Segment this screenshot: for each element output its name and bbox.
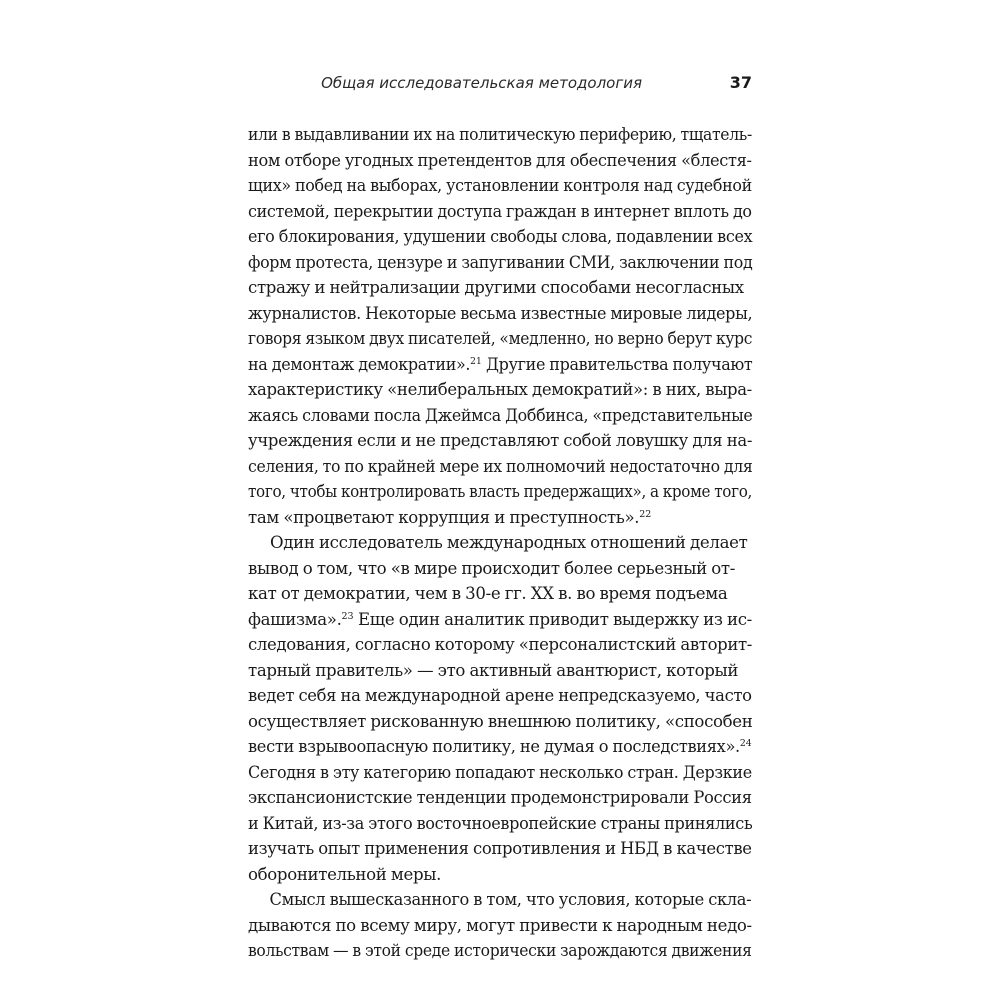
line-text: дываются по всему миру, могут привести к народным недо- — [248, 915, 752, 935]
text-line — [248, 632, 752, 658]
text-line — [248, 122, 752, 148]
text-line — [248, 811, 752, 837]
line-text: системой, перекрытии доступа граждан в интернет вплоть до — [248, 201, 752, 221]
line-text: говоря языком двух писателей, «медленно, но верно берут курс — [248, 329, 753, 348]
text-line — [248, 173, 752, 199]
line-text: осуществляет рискованную внешнюю политику, «способен — [248, 711, 753, 731]
line-text: Один исследователь международных отношений делает — [270, 533, 748, 552]
text-line — [248, 785, 752, 811]
text-line — [248, 199, 752, 225]
text-line — [248, 887, 773, 913]
text-line — [248, 607, 752, 633]
paragraph — [248, 530, 752, 887]
text-line — [248, 326, 752, 352]
line-text: журналистов. Некоторые весьма известные мировые лидеры, — [248, 303, 753, 323]
footnote-marker[interactable]: 23 — [341, 610, 354, 622]
line-text: вести взрывоопасную политику, не думая о последствиях». — [248, 737, 740, 756]
line-text: ведет себя на международной арене непредсказуемо, часто — [248, 686, 752, 705]
line-text: Смысл вышесказанного в том, что условия, которые скла- — [269, 890, 752, 909]
text-line — [248, 275, 752, 301]
text-line — [248, 428, 752, 454]
page-number: 37 — [729, 73, 752, 92]
line-text-after-footnote: Другие правительства получают — [481, 354, 753, 374]
line-text: ном отборе угодных претендентов для обеспечения «блестя- — [248, 150, 752, 170]
text-line — [248, 862, 752, 888]
line-text-after-footnote: Еще один аналитик приводит выдержку из ис- — [353, 609, 752, 629]
footnote-marker[interactable]: 24 — [739, 738, 752, 749]
text-line — [248, 403, 752, 429]
text-line — [248, 377, 752, 403]
line-text: жаясь словами посла Джеймса Доббинса, «представительные — [248, 405, 753, 425]
line-text: на демонтаж демократии». — [248, 354, 471, 374]
text-line — [248, 683, 752, 709]
text-line — [248, 224, 752, 250]
text-line — [248, 530, 752, 556]
line-text: селения, то по крайней мере их полномочий недостаточно для — [248, 456, 753, 476]
line-text: форм протеста, цензуре и запугивании СМИ, заключении под — [248, 252, 753, 272]
line-text: характеристику «нелиберальных демократий»: в них, выра- — [248, 380, 752, 399]
footnote-marker[interactable]: 22 — [639, 508, 652, 520]
running-title: Общая исследовательская методология — [321, 74, 642, 92]
text-line — [248, 709, 752, 735]
text-line — [248, 556, 752, 582]
line-text: следования, согласно которому «персоналистский авторит- — [248, 635, 753, 654]
line-text: щих» побед на выборах, установлении контроля над судебной — [248, 176, 752, 195]
line-text: и Китай, из-за этого восточноевропейские страны принялись — [248, 813, 753, 833]
text-line — [248, 301, 752, 327]
line-text: кат от демократии, чем в 30-е гг. XX в. во время подъема — [248, 584, 728, 603]
text-line — [248, 505, 752, 531]
text-line — [248, 479, 752, 505]
text-line — [248, 913, 752, 939]
line-text: его блокирования, удушении свободы слова, подавлении всех — [248, 227, 753, 246]
footnote-marker[interactable]: 21 — [470, 355, 482, 367]
line-text: стражу и нейтрализации другими способами несогласных — [248, 278, 744, 297]
line-text: изучать опыт применения сопротивления и НБД в качестве — [248, 839, 752, 858]
text-line — [248, 658, 752, 684]
line-text: тарный правитель» — это активный авантюрист, который — [248, 660, 739, 680]
text-line — [248, 938, 752, 964]
text-line — [248, 250, 752, 276]
line-text: оборонительной меры. — [248, 864, 441, 884]
text-line — [248, 148, 752, 174]
running-head — [248, 72, 752, 96]
line-text: экспансионистские тенденции продемонстрировали Россия — [248, 788, 752, 807]
line-text: фашизма». — [248, 609, 342, 629]
line-text: вывод о том, что «в мире происходит более серьезный от- — [248, 558, 735, 578]
line-text: учреждения если и не представляют собой ловушку для на- — [248, 431, 753, 450]
text-line — [248, 581, 752, 607]
body-text — [248, 122, 752, 964]
text-line — [248, 836, 752, 862]
text-line — [248, 352, 752, 378]
text-line — [248, 454, 752, 480]
text-line — [248, 734, 752, 760]
paragraph — [248, 122, 752, 530]
line-text: вольствам — в этой среде исторически зарождаются движения — [248, 941, 752, 960]
line-text: того, чтобы контролировать власть предержащих», а кроме того, — [248, 482, 753, 501]
paragraph — [248, 887, 752, 964]
line-text: Сегодня в эту категорию попадают несколько стран. Дерзкие — [248, 762, 752, 782]
line-text: или в выдавливании их на политическую периферию, тщатель- — [248, 125, 752, 144]
line-text: там «процветают коррупция и преступность». — [248, 507, 640, 527]
text-line — [248, 760, 752, 786]
